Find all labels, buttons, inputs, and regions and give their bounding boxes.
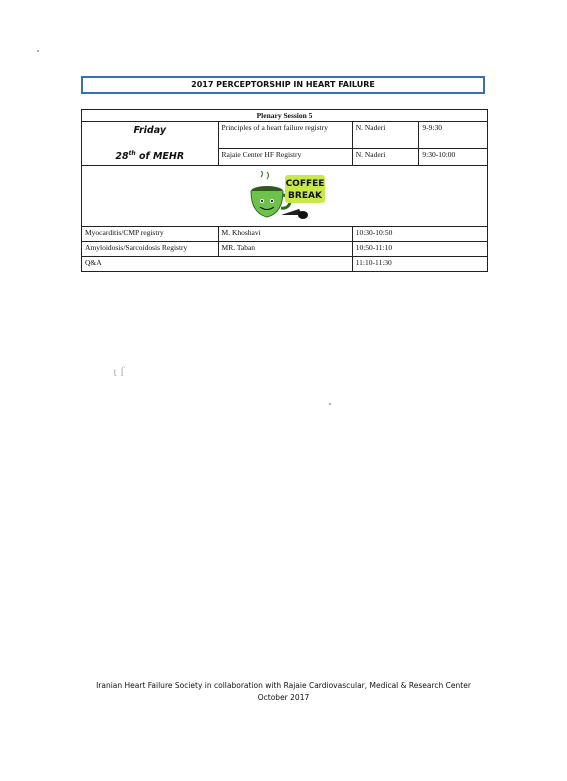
date-label: 28th of MEHR (115, 150, 185, 163)
svg-text:COFFEE: COFFEE (285, 179, 324, 189)
footer-organization: Iranian Heart Failure Society in collaboration with Rajaie Cardiovascular, Medical & Research Center (96, 681, 471, 690)
svg-text:BREAK: BREAK (287, 191, 322, 201)
coffee-break-row (82, 166, 488, 227)
topic-cell: Amyloidosis/Sarcoidosis Registry (82, 242, 219, 257)
speaker-cell: N. Naderi (352, 149, 419, 166)
day-label: Friday (133, 125, 167, 136)
scan-speck (329, 403, 331, 405)
topic-cell: Principles of a heart failure registry (218, 122, 352, 149)
time-cell: 10:50-11:10 (352, 242, 487, 257)
speaker-cell: MR. Taban (218, 242, 352, 257)
table-row (82, 122, 488, 149)
schedule-table (81, 109, 488, 272)
time-cell: 9-9:30 (419, 122, 488, 149)
day-cell (82, 122, 219, 166)
topic-cell: Rajaie Center HF Registry (218, 149, 352, 166)
scan-mark: ι ſ (113, 365, 125, 380)
table-row (82, 242, 488, 257)
table-row (82, 257, 488, 272)
page-title: 2017 PERCEPTORSHIP IN HEART FAILURE (81, 76, 485, 94)
time-cell: 9:30-10:00 (419, 149, 488, 166)
speaker-cell: N. Naderi (352, 122, 419, 149)
time-cell: 10:30-10:50 (352, 227, 487, 242)
footer-date: October 2017 (257, 693, 310, 702)
session-header: Plenary Session 5 (82, 110, 488, 122)
time-cell: 11:10-11:30 (352, 257, 487, 272)
speaker-cell: M. Khoshavi (218, 227, 352, 242)
table-row (82, 227, 488, 242)
topic-cell: Myocarditis/CMP registry (82, 227, 219, 242)
coffee-break-illustration (241, 171, 329, 223)
scan-speck (37, 50, 39, 52)
topic-cell: Q&A (82, 257, 353, 272)
